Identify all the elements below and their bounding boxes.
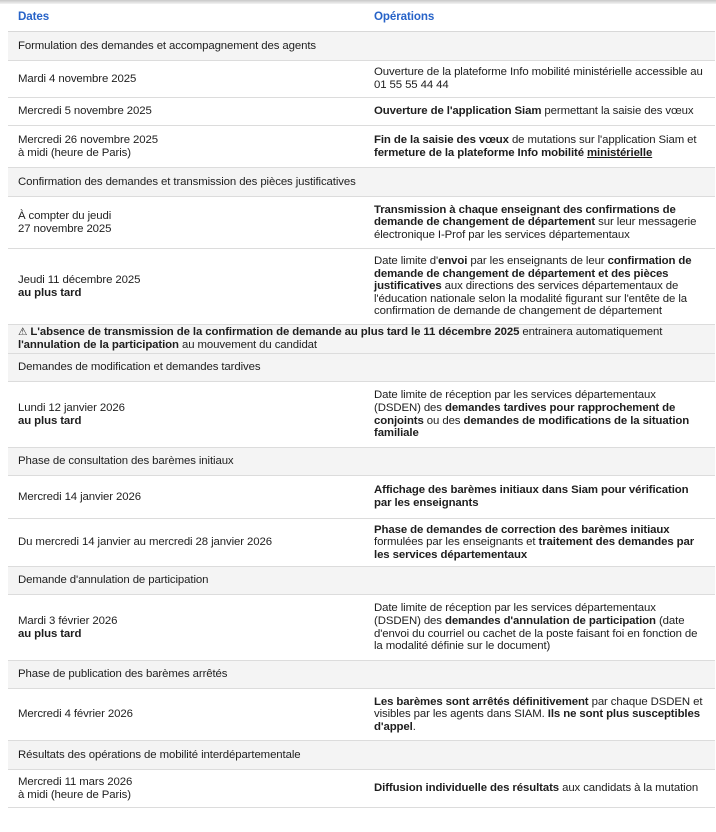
operation-bold: Ils ne sont plus susceptibles d'appel [374,708,700,733]
operation-cell [364,126,715,168]
operation-bold: Affichage des barèmes initiaux dans Siam pour vérification par les enseignants [374,484,689,509]
operation-text: Date limite de réception par les services départementaux (DSDEN) des [374,389,656,414]
date-text: Mercredi 5 novembre 2025 [18,105,152,118]
operation-text: par les enseignants de leur [467,255,608,268]
date-cell [8,770,364,808]
date-text: À compter du jeudi [18,209,112,222]
date-subtext: à midi (heure de Paris) [18,146,131,159]
operation-cell [364,197,715,249]
section-row [8,567,715,595]
section-title: Formulation des demandes et accompagnement des agents [8,32,715,61]
date-cell [8,476,364,519]
operation-text: de mutations sur l'application Siam et [508,133,697,146]
operation-cell [364,770,715,808]
date-bold: au plus tard [18,286,82,299]
section-title: Phase de consultation des barèmes initiaux [8,448,715,476]
date-subtext: 27 novembre 2025 [18,222,112,235]
operation-cell [364,689,715,741]
date-text: Mercredi 11 mars 2026 [18,775,133,788]
date-text: Mardi 3 février 2026 [18,614,118,627]
date-cell [8,61,364,98]
date-text: Jeudi 11 décembre 2025 [18,273,141,286]
alert-bold: l'annulation de la participation [18,339,179,351]
operation-bold: Fin de la saisie des vœux [374,133,509,146]
operation-text: formulées par les enseignants et [374,536,539,549]
operation-bold: demandes tardives pour rapprochement de conjoints [374,401,676,427]
operation-text: Date limite de réception par les services départementaux (DSDEN) des [374,602,656,627]
date-cell [8,98,364,126]
operation-cell [364,61,715,98]
date-cell [8,382,364,448]
alert-text: au mouvement du candidat [178,339,317,351]
table-row [8,476,715,519]
date-cell [8,519,364,567]
alert-bold: L'absence de transmission de la confirmation de demande au plus tard le 11 décembre 2025 [27,326,520,339]
operation-bold: Les barèmes sont arrêtés définitivement [374,695,589,708]
operation-bold: fermeture de la plateforme Info mobilité [374,146,587,159]
date-text: Lundi 12 janvier 2026 [18,401,125,414]
date-text: Mercredi 14 janvier 2026 [18,490,141,503]
operation-bold: demandes d'annulation de participation [444,614,656,627]
table-row [8,126,715,168]
section-title: Confirmation des demandes et transmission des pièces justificatives [8,168,715,197]
table-row [8,382,715,448]
date-text: Mercredi 26 novembre 2025 [18,133,158,146]
operation-cell [364,476,715,519]
header-dates: Dates [8,4,364,32]
section-title: Demandes de modification et demandes tardives [8,354,715,382]
date-cell [8,126,364,168]
section-row [8,448,715,476]
operation-cell [364,249,715,325]
section-row [8,354,715,382]
operation-cell [364,98,715,126]
alert-text: entrainera automatiquement [519,326,663,339]
date-cell [8,689,364,741]
operation-text: Ouverture de la plateforme Info mobilité ministérielle accessible au 01 55 55 44 44 [374,66,703,91]
operation-bold: Transmission à chaque enseignant des confirmations de demande de changement de département [374,203,676,229]
operation-text: aux directions des services départementaux de l'éducation nationale selon la modalité figurant sur l'entête de la confirmation de demande de changement de département [374,280,688,318]
date-bold: au plus tard [18,414,82,427]
section-title: Phase de publication des barèmes arrêtés [8,661,715,689]
operation-text: . [412,720,416,733]
date-subtext: à midi (heure de Paris) [18,788,131,801]
section-title: Demande d'annulation de participation [8,567,715,595]
operation-bold: Diffusion individuelle des résultats [374,782,560,795]
operation-cell [364,382,715,448]
calendar-table [8,4,715,808]
table-row [8,595,715,661]
operation-text: aux candidats à la mutation [559,782,699,795]
operation-text: permettant la saisie des vœux [541,105,694,118]
operation-bold: Ouverture de l'application Siam [374,105,542,118]
table-row [8,519,715,567]
operation-cell [364,595,715,661]
date-cell [8,197,364,249]
table-header-row [8,4,715,32]
table-row [8,770,715,808]
table-row [8,689,715,741]
section-row [8,661,715,689]
date-text: Mardi 4 novembre 2025 [18,72,137,85]
operation-bold: confirmation de demande de changement de département et des pièces justificatives [374,255,692,293]
date-text: Mercredi 4 février 2026 [18,708,133,721]
operation-cell [364,519,715,567]
operation-bold: traitement des demandes par les services départementaux [374,536,695,561]
warning-icon: ⚠ [18,326,28,339]
alert-cell [8,325,715,354]
table-row [8,197,715,249]
operation-text: (date d'envoi du courriel ou cachet de la poste faisant foi en fonction de la modalité définie sur le document) [374,614,698,653]
table-row [8,249,715,325]
operation-text: par chaque DSDEN et visibles par les agents dans SIAM. [374,695,703,721]
table-row [8,98,715,126]
operation-text: ou des [423,414,464,427]
operation-underlined: ministérielle [587,146,653,159]
operation-bold: Phase de demandes de correction des barèmes initiaux [374,523,670,536]
date-bold: au plus tard [18,627,82,640]
table-row [8,61,715,98]
section-row [8,32,715,61]
date-text: Du mercredi 14 janvier au mercredi 28 janvier 2026 [18,536,272,549]
section-row [8,741,715,770]
alert-row [8,325,715,354]
operation-text: sur leur messagerie électronique I-Prof par les services départementaux [374,216,697,241]
date-cell [8,249,364,325]
section-title: Résultats des opérations de mobilité interdépartementale [8,741,715,770]
header-operations: Opérations [364,4,715,32]
operation-text: Date limite d' [374,255,439,268]
operation-bold: envoi [438,255,468,268]
section-row [8,168,715,197]
date-cell [8,595,364,661]
operation-bold: demandes de modifications de la situation familiale [374,414,690,440]
